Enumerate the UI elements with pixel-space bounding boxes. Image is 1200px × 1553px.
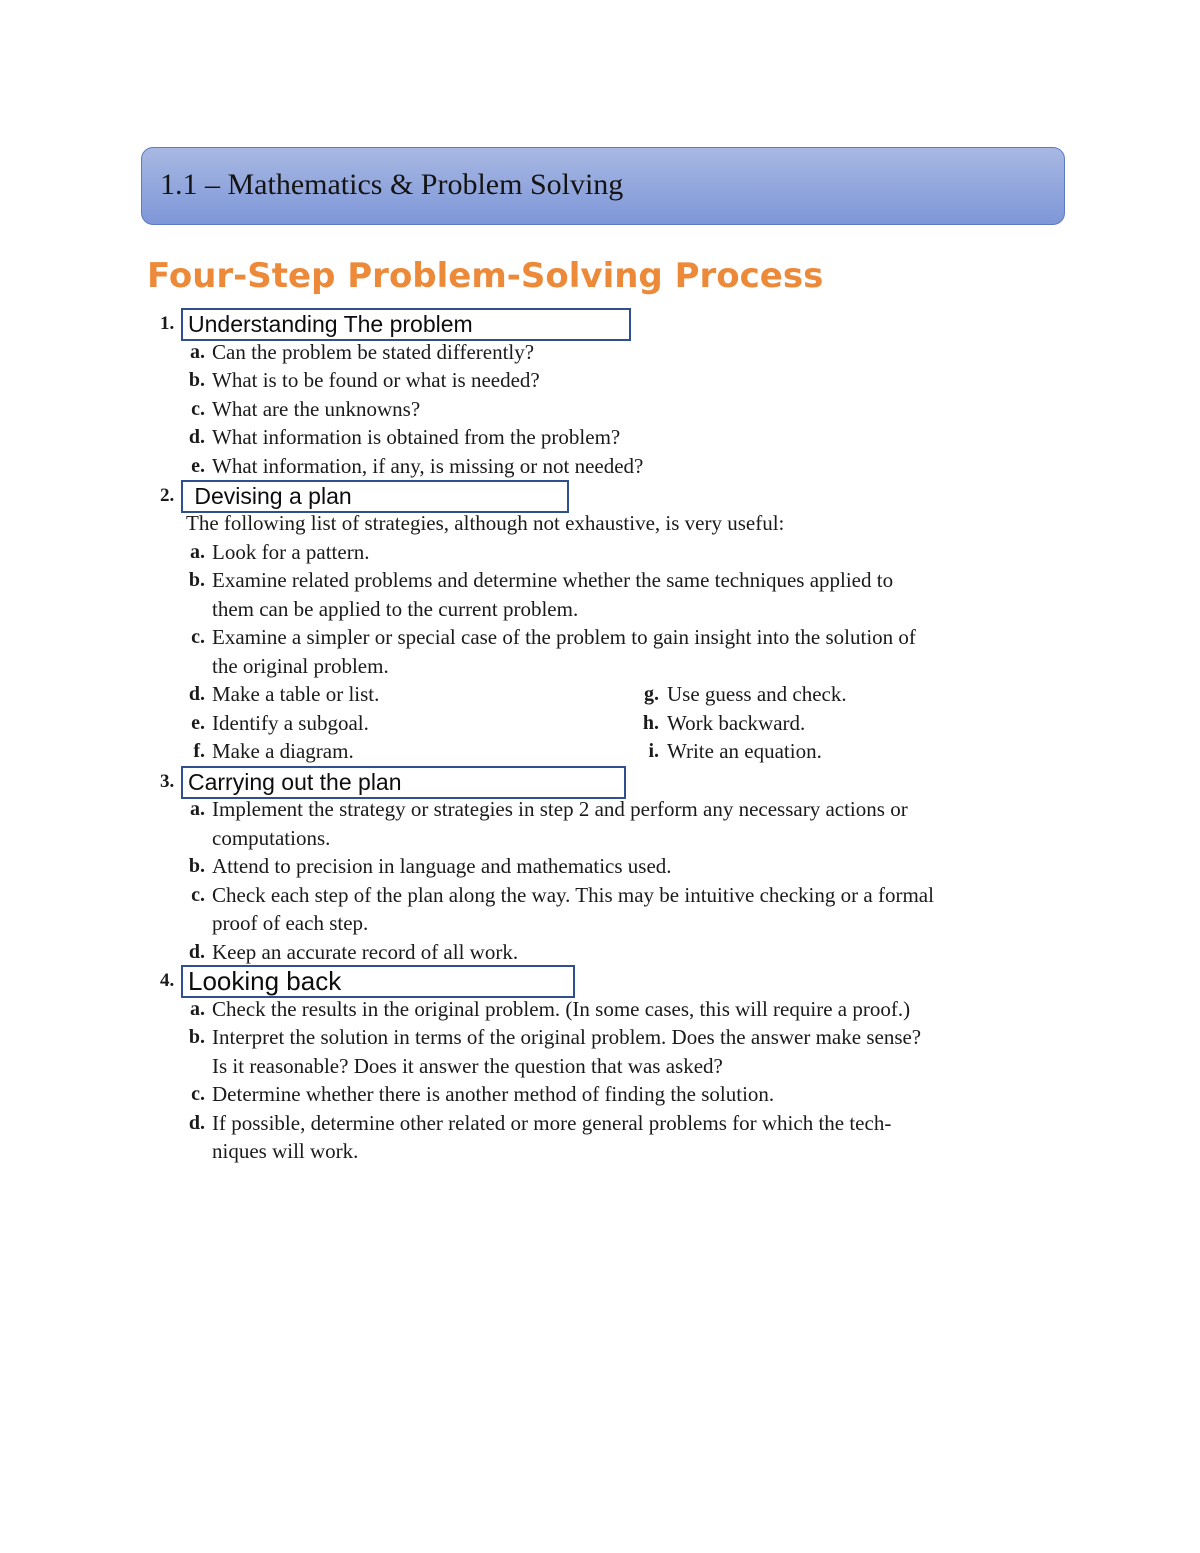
item-label: d.	[188, 1112, 205, 1134]
item-label: c.	[191, 884, 205, 906]
item-label: c.	[191, 626, 205, 648]
item-label: a.	[190, 998, 205, 1020]
item-label: b.	[188, 1026, 205, 1048]
item-text-continued: them can be applied to the current problem.	[212, 597, 579, 621]
item-text: Make a diagram.	[212, 739, 354, 763]
step-4-title-box	[181, 965, 575, 998]
item-label: b.	[188, 369, 205, 391]
step-1-title: Understanding The problem	[188, 311, 473, 337]
item-text: Interpret the solution in terms of the original problem. Does the answer make sense?	[212, 1025, 922, 1049]
step-3-number: 3.	[160, 771, 175, 792]
item-text: Identify a subgoal.	[212, 711, 369, 735]
item-label: d.	[188, 426, 205, 448]
item-text: Check each step of the plan along the way. This may be intuitive checking or a formal	[212, 883, 934, 907]
item-text: Use guess and check.	[667, 682, 847, 706]
step-2-number: 2.	[160, 485, 175, 506]
item-text: What is to be found or what is needed?	[212, 368, 540, 392]
step-1-number: 1.	[160, 313, 175, 334]
item-label: f.	[193, 740, 205, 762]
item-text: What information, if any, is missing or not needed?	[212, 454, 644, 478]
item-text: Can the problem be stated differently?	[212, 340, 535, 364]
item-label: e.	[191, 455, 205, 477]
item-text-continued: niques will work.	[212, 1139, 359, 1163]
item-label: a.	[190, 798, 205, 820]
step-4-number: 4.	[160, 970, 175, 991]
item-label: b.	[188, 855, 205, 877]
item-label: h.	[642, 712, 659, 734]
item-label: e.	[191, 712, 205, 734]
item-text-continued: proof of each step.	[212, 911, 369, 935]
item-text: Examine related problems and determine whether the same techniques applied to	[212, 568, 894, 592]
item-text: Determine whether there is another method of finding the solution.	[212, 1082, 775, 1106]
item-text: Attend to precision in language and mathematics used.	[212, 854, 672, 878]
item-text: Write an equation.	[667, 739, 822, 763]
step-1-title-box	[181, 308, 631, 341]
step-2-intro: The following list of strategies, although not exhaustive, is very useful:	[186, 511, 785, 535]
item-label: g.	[644, 683, 659, 705]
section-title: 1.1 – Mathematics & Problem Solving	[160, 168, 624, 201]
item-text: Make a table or list.	[212, 682, 380, 706]
item-text: What information is obtained from the problem?	[212, 425, 621, 449]
item-text: Keep an accurate record of all work.	[212, 940, 519, 964]
step-3-title: Carrying out the plan	[188, 769, 402, 795]
item-text: Implement the strategy or strategies in step 2 and perform any necessary actions or	[212, 797, 908, 821]
item-label: b.	[188, 569, 205, 591]
page-heading: Four-Step Problem-Solving Process	[147, 256, 824, 296]
item-text: Look for a pattern.	[212, 540, 370, 564]
item-text: Examine a simpler or special case of the problem to gain insight into the solution of	[212, 625, 916, 649]
step-2-title: Devising a plan	[188, 483, 352, 509]
item-label: i.	[648, 740, 659, 762]
item-text: Check the results in the original problem. (In some cases, this will require a proof.)	[212, 997, 911, 1021]
item-text: If possible, determine other related or more general problems for which the tech-	[212, 1111, 892, 1135]
item-label: c.	[191, 398, 205, 420]
item-text-continued: computations.	[212, 826, 331, 850]
item-label: a.	[190, 541, 205, 563]
item-label: d.	[188, 683, 205, 705]
item-text-continued: Is it reasonable? Does it answer the question that was asked?	[212, 1054, 723, 1078]
item-text-continued: the original problem.	[212, 654, 389, 678]
item-text: Work backward.	[667, 711, 806, 735]
item-label: d.	[188, 941, 205, 963]
item-text: What are the unknowns?	[212, 397, 421, 421]
section-banner	[141, 147, 1065, 225]
item-label: a.	[190, 341, 205, 363]
item-label: c.	[191, 1083, 205, 1105]
step-4-title: Looking back	[188, 966, 342, 996]
